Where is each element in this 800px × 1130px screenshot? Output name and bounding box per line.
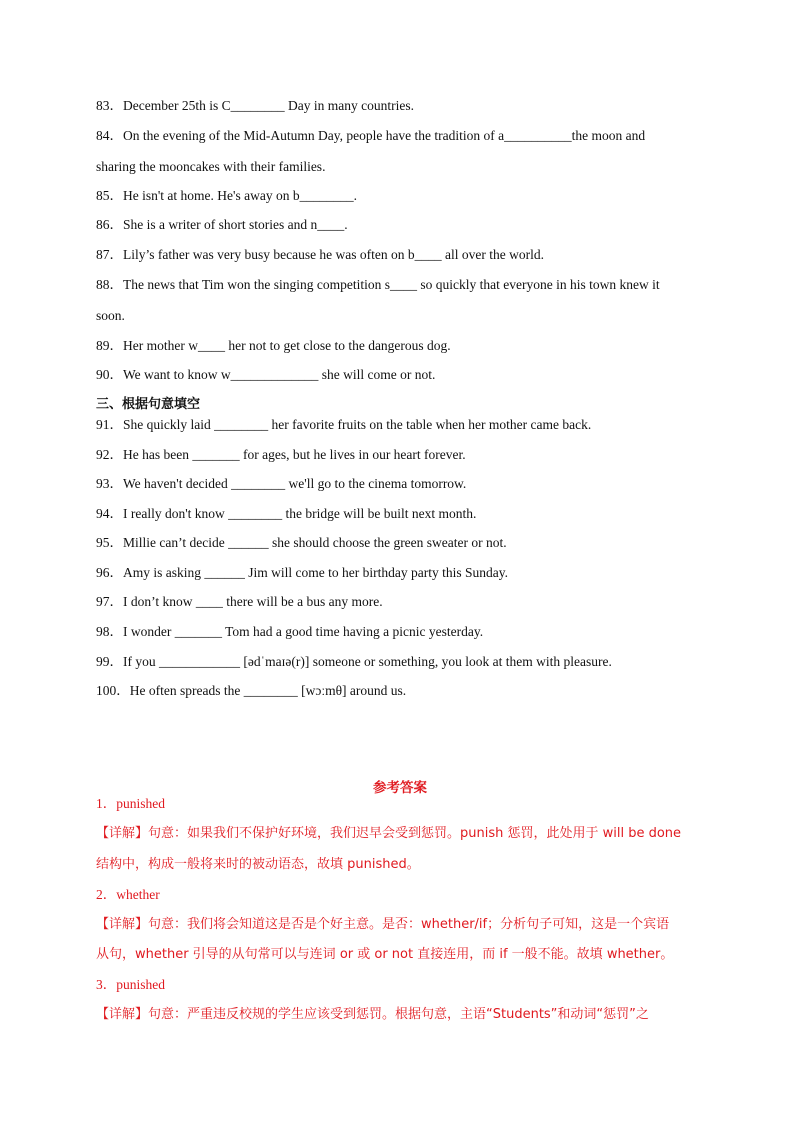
question-93: 93．We haven't decided ________ we'll go to the cinema tomorrow. bbox=[96, 476, 467, 491]
question-98: 98．I wonder _______ Tom had a good time having a picnic yesterday. bbox=[96, 624, 484, 639]
question-97: 97．I don’t know ____ there will be a bus any more. bbox=[96, 594, 383, 609]
question-88-continued: soon. bbox=[96, 308, 125, 323]
answer-1-explanation: 【详解】句意：如果我们不保护好环境，我们迟早会受到惩罚。punish 惩罚，此处用于 will be done bbox=[96, 826, 682, 841]
question-91: 91．She quickly laid ________ her favorite fruits on the table when her mother came back. bbox=[96, 417, 592, 432]
answer-3: 3．punished bbox=[96, 977, 165, 992]
question-84-continued: sharing the mooncakes with their families. bbox=[96, 159, 326, 174]
question-92: 92．He has been _______ for ages, but he lives in our heart forever. bbox=[96, 447, 466, 462]
question-87: 87．Lily’s father was very busy because he was often on b____ all over the world. bbox=[96, 247, 545, 262]
question-100: 100．He often spreads the ________ [wɔːmθ] around us. bbox=[96, 683, 407, 698]
answer-2: 2．whether bbox=[96, 887, 160, 902]
answer-2-explanation: 【详解】句意：我们将会知道这是否是个好主意。是否：whether/if；分析句子可知，这是一个宾语 bbox=[96, 917, 670, 932]
question-85: 85．He isn't at home. He's away on b________. bbox=[96, 188, 357, 203]
answer-1: 1．punished bbox=[96, 796, 165, 811]
question-88: 88．The news that Tim won the singing competition s____ so quickly that everyone in his town knew it bbox=[96, 277, 660, 292]
question-84: 84．On the evening of the Mid-Autumn Day, people have the tradition of a__________the moon and bbox=[96, 128, 646, 143]
answer-1-explanation-continued: 结构中，构成一般将来时的被动语态，故填 punished。 bbox=[96, 857, 420, 872]
answers-title: 参考答案 bbox=[373, 780, 427, 796]
answer-3-explanation: 【详解】句意：严重违反校规的学生应该受到惩罚。根据句意，主语“Students”和动词“惩罚”之 bbox=[96, 1007, 649, 1022]
question-83: 83．December 25th is C________ Day in many countries. bbox=[96, 98, 414, 113]
section-heading: 三、根据句意填空 bbox=[96, 397, 201, 412]
question-94: 94．I really don't know ________ the bridge will be built next month. bbox=[96, 506, 477, 521]
question-99: 99．If you ____________ [ədˈmaɪə(r)] someone or something, you look at them with pleasure. bbox=[96, 654, 612, 669]
question-89: 89．Her mother w____ her not to get close to the dangerous dog. bbox=[96, 338, 451, 353]
question-86: 86．She is a writer of short stories and n____. bbox=[96, 217, 348, 232]
question-90: 90．We want to know w_____________ she will come or not. bbox=[96, 367, 436, 382]
question-96: 96．Amy is asking ______ Jim will come to her birthday party this Sunday. bbox=[96, 565, 508, 580]
answer-2-explanation-continued: 从句，whether 引导的从句常可以与连词 or 或 or not 直接连用，而 if 一般不能。故填 whether。 bbox=[96, 947, 674, 962]
question-95: 95．Millie can’t decide ______ she should choose the green sweater or not. bbox=[96, 535, 507, 550]
